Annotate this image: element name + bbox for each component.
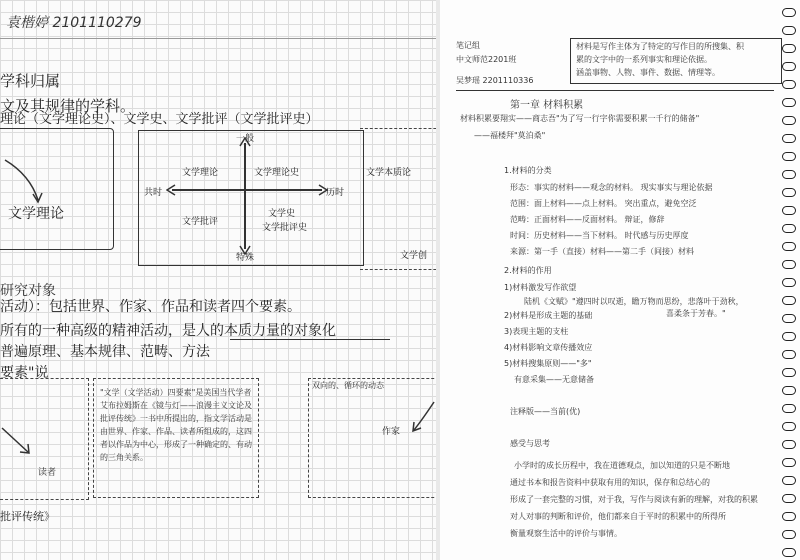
quadrant-tl: 文学理论	[182, 168, 219, 178]
category-row-1: 形态：事实的材料——观念的材料。 现实事实与理论依据	[510, 183, 713, 192]
chapter-title: 第一章 材料积累	[510, 100, 584, 111]
side-top-label: 文学本质论	[366, 168, 412, 178]
header-rule	[456, 90, 774, 91]
spirit-line: 所有的一种高级的精神活动，是人的本质力量的对象化	[0, 323, 336, 339]
axis-right-label: 历时	[326, 188, 345, 198]
quadrant-br-1: 文学史	[268, 209, 296, 219]
category-row-4: 时间：历史材料——当下材料。 时代感与历史厚度	[510, 231, 689, 240]
role-3: 3)表现主题的支柱	[504, 327, 569, 336]
role-2: 2)材料是形成主题的基础	[504, 311, 593, 320]
header-class: 中文师范2201班	[456, 55, 517, 64]
section-heading-partial: 学科归属	[0, 72, 61, 90]
category-row-3: 范畴：正面材料——反面材料。 辩证，修辞	[510, 215, 665, 224]
role-5b: 有意采集——无意储备	[514, 375, 594, 384]
reflect-title: 感受与思考	[510, 439, 550, 448]
category-row-5: 来源：第一手（直接）材料——第二手（间接）材料	[510, 247, 694, 256]
role-1: 1)材料激发写作欲望	[504, 283, 577, 292]
category-title: 1.材料的分类	[504, 166, 552, 175]
reader-label: 读者	[38, 468, 57, 478]
author-signature: 袁楷婷 2101110279	[6, 15, 142, 31]
category-row-2: 范围：面上材料——点上材料。 突出重点，避免空泛	[510, 199, 697, 208]
notebook-spiral	[782, 8, 796, 560]
reflect-line-3: 形成了一套完整的习惯，对于我，写作与阅读有新的理解，对我的积累	[510, 495, 758, 504]
research-title: 研究对象	[0, 283, 56, 299]
four-elements-label: 要素"说	[0, 365, 49, 381]
horizontal-axis	[172, 189, 322, 191]
writer-label: 作家	[382, 427, 401, 437]
quadrant-bl: 文学批评	[182, 217, 219, 227]
reflect-line-5: 衡量观察生活中的评价与事情。	[510, 529, 622, 538]
reflect-line-2: 通过书本和报告资料中获取有用的知识，保存和总结心的	[510, 478, 710, 487]
spirit-underline	[230, 339, 390, 340]
header-student: 吴梦瑶 2201110336	[456, 76, 534, 85]
reflect-line-1: 小学时的成长历程中，我在道德观点，加以知道的只是不断地	[514, 461, 730, 470]
note-text: "文学（文学活动）四要素"是美国当代学者艾布拉姆斯在《镜与灯——浪漫主义文论及批评传统》一书中所提出的，指文学活动是由世界、作家、作品、读者所组成的，这四者以作品为中心，形成了一种确定的、有动的三角关系。	[100, 388, 252, 462]
axis-bottom-label: 特殊	[236, 253, 255, 263]
side-bottom-label: 文学创	[400, 251, 428, 261]
discipline-diagram-box	[138, 130, 364, 266]
bottom-partial-line: 批评传统》	[0, 510, 55, 523]
axis-top-label: 一般	[236, 134, 255, 144]
role-title: 2.材料的作用	[504, 266, 552, 275]
quadrant-br-2: 文学批评史	[262, 223, 308, 233]
principle-line: 普遍原理、基本规律、范畴、方法	[0, 344, 210, 360]
objects-line: 活动）：包括世界、作家、作品和读者四个要素。	[0, 299, 301, 315]
definition-line-1: 材料是写作主体为了特定的写作目的所搜集、积	[576, 42, 744, 51]
role-5: 5)材料搜集原则——"多"	[504, 359, 592, 368]
subhead: 注释版——当前(优)	[510, 407, 581, 416]
quadrant-tr: 文学理论史	[254, 168, 300, 178]
definition-line-3: 涵盖事物、人物、事件、数据、情理等。	[576, 68, 720, 77]
axis-left-label: 共时	[144, 188, 163, 198]
role-quote-2: 喜柔条于芳春。"	[666, 309, 726, 318]
loop-label: 文学理论	[8, 206, 64, 222]
arrow-left-icon	[166, 184, 176, 196]
header-group: 笔记组	[456, 41, 480, 50]
definition-line: 文及其规律的学科。	[0, 97, 136, 115]
dynamic-label: 双向的、循环的动态	[312, 381, 384, 390]
top-rule	[0, 38, 436, 39]
quote-line-2: ——福楼拜"莫泊桑"	[474, 131, 546, 140]
definition-line-2: 累的文字中的一系列事实和理论依据。	[576, 55, 712, 64]
disciplines-line: 理论（文学理论史）、文学史、文学批评（文学批评史）	[0, 112, 319, 127]
vertical-axis	[244, 143, 246, 249]
reader-arrow-icon	[0, 420, 40, 460]
writer-arrow-icon	[400, 400, 436, 440]
right-notebook-page	[440, 0, 800, 560]
quote-line-1: 材料积累要翔实——商志吾"为了写一行字你需要积累一千行的储备"	[460, 114, 700, 123]
role-4: 4)材料影响文章传播效应	[504, 343, 593, 352]
reflect-line-4: 对人对事的判断和评价，他们都来自于平时的积累中的所得所	[510, 512, 726, 521]
role-quote: 陆机《文赋》"遵四时以叹逝，瞻万物而思纷，悲落叶于劲秋，	[524, 297, 744, 306]
